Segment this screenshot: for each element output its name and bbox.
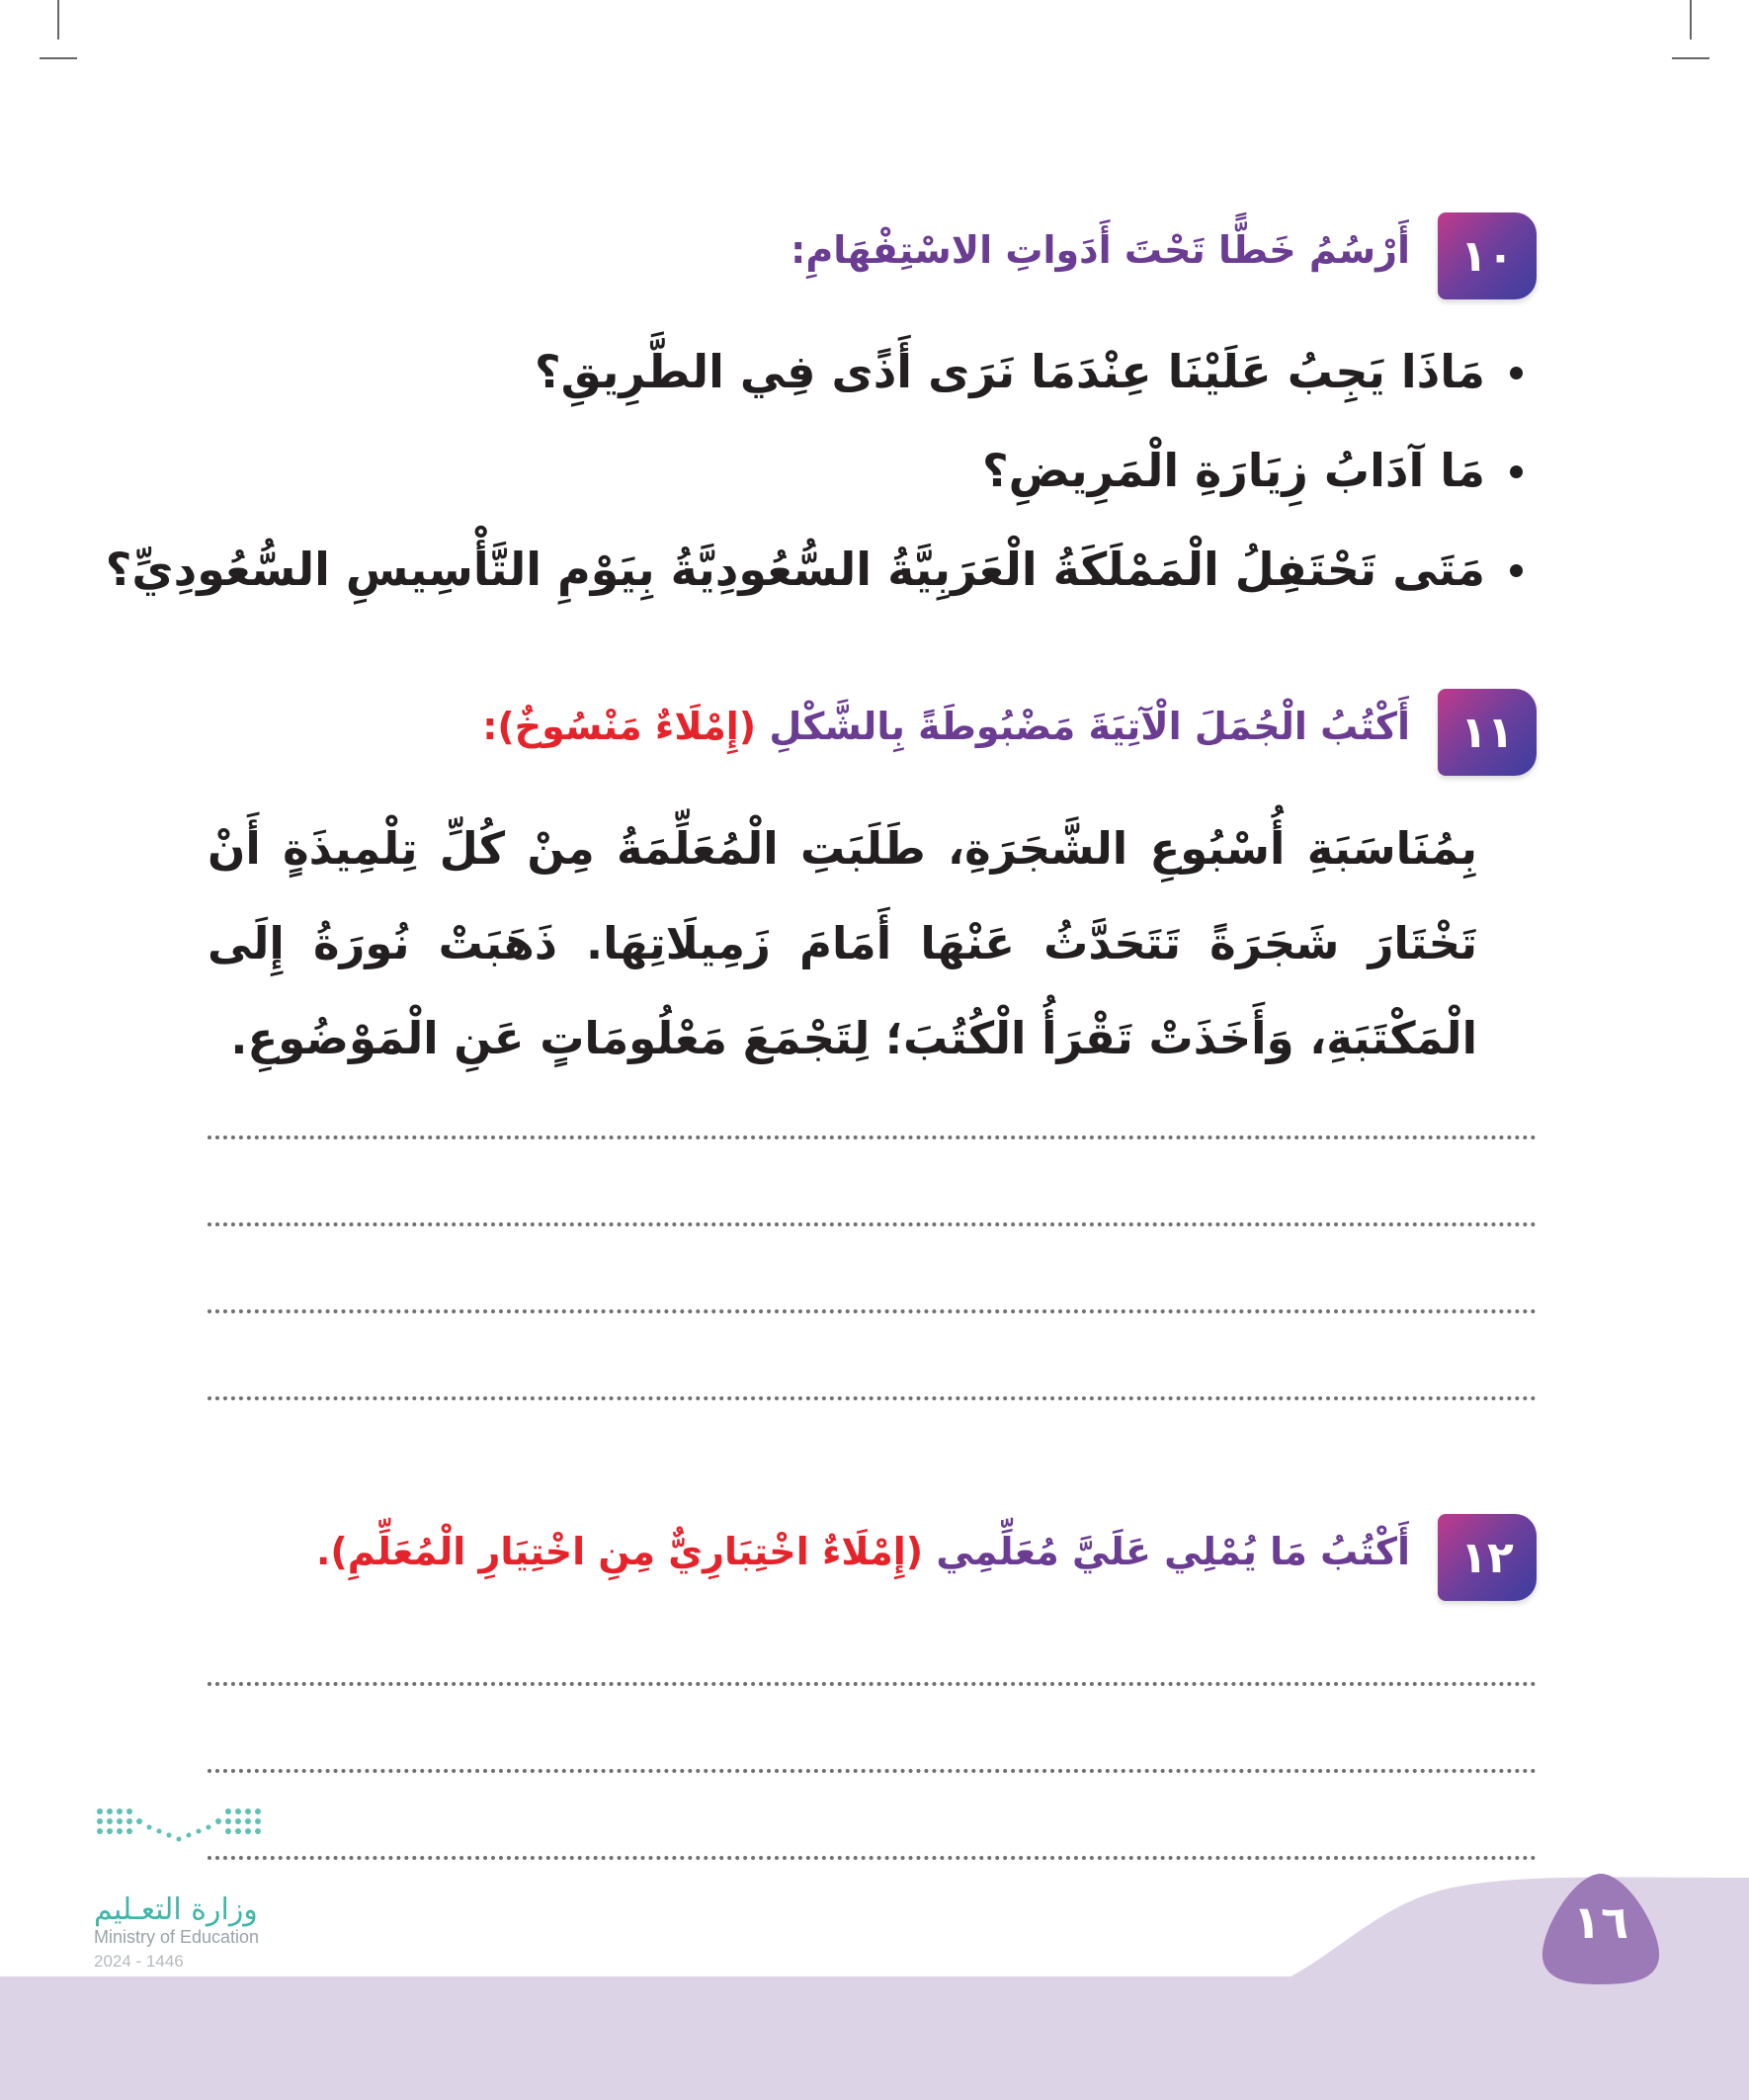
list-item[interactable]: مَاذَا يَجِبُ عَلَيْنَا عِنْدَمَا نَرَى أَذًى فِي الطَّرِيقِ؟ [208,343,1537,442]
question-list [105,343,1537,639]
question-title-text: أَكْتُبُ الْجُمَلَ الْآتِيَةَ مَضْبُوطَةً بِالشَّكْلِ [769,705,1410,748]
question-title [316,1530,1410,1573]
crop-mark [1690,0,1692,40]
question-title-note: (إِمْلَاءٌ اخْتِبَارِيٌّ مِنِ اخْتِيَارِ الْمُعَلِّمِ). [315,1530,924,1573]
question-header [208,212,1537,301]
footer-band [0,1976,1749,2100]
question-title: أَرْسُمُ خَطًّا تَحْتَ أَدَواتِ الاسْتِفْهَامِ: [791,228,1410,272]
writing-line[interactable] [208,1309,1537,1313]
ministry-name-en: Ministry of Education [94,1927,260,1947]
writing-lines [208,1135,1537,1400]
question-title-note: (إِمْلَاءٌ مَنْسُوخٌ): [482,705,757,748]
question-number-badge: ١٠ [1438,212,1537,299]
question-title [482,705,1410,748]
dictation-paragraph: بِمُنَاسَبَةِ أُسْبُوعِ الشَّجَرَةِ، طَلَبَتِ الْمُعَلِّمَةُ مِنْ كُلِّ تِلْمِيذَةٍ أَنْ تَخْتَارَ شَجَرَةً تَتَحَدَّثُ عَنْهَا أَمَامَ زَمِيلَاتِهَا. ذَهَبَتْ نُورَةُ إِلَى الْمَكْتَبَةِ، وَأَخَذَتْ تَقْرَأُ الْكُتُبَ؛ لِتَجْمَعَ مَعْلُومَاتٍ عَنِ الْمَوْضُوعِ. [208,822,1477,1064]
question-header [208,689,1537,778]
list-item[interactable]: مَتَى تَحْتَفِلُ الْمَمْلَكَةُ الْعَرَبِيَّةُ السُّعُودِيَّةُ بِيَوْمِ التَّأْسِيسِ السُّعُودِيِّ؟ [208,541,1537,639]
ministry-logo-icon [94,1806,272,1853]
writing-line[interactable] [208,1222,1537,1226]
list-item[interactable]: مَا آدَابُ زِيَارَةِ الْمَرِيضِ؟ [208,442,1537,541]
writing-line[interactable] [208,1856,1537,1860]
question-number-badge: ١٢ [1438,1514,1537,1601]
writing-lines [208,1682,1537,1860]
crop-mark [1672,57,1709,59]
crop-mark [40,57,77,59]
ministry-logo [94,1806,272,1972]
question-title-text: أَكْتُبُ مَا يُمْلِي عَلَيَّ مُعَلِّمِي [936,1530,1410,1573]
writing-line[interactable] [208,1396,1537,1400]
writing-line[interactable] [208,1682,1537,1686]
edition-year: 2024 - 1446 [94,1952,184,1971]
question-11 [208,689,1537,1483]
writing-line[interactable] [208,1135,1537,1139]
crop-mark [57,0,59,40]
writing-line[interactable] [208,1769,1537,1773]
question-10 [105,212,1537,639]
question-number-badge: ١١ [1438,689,1537,776]
page-number-badge [1537,1870,1665,1986]
ministry-name-ar: وزارة التعـليم [94,1892,258,1927]
page-number: ١٦ [1572,1895,1629,1949]
question-header [208,1514,1537,1603]
question-12 [208,1514,1537,1943]
